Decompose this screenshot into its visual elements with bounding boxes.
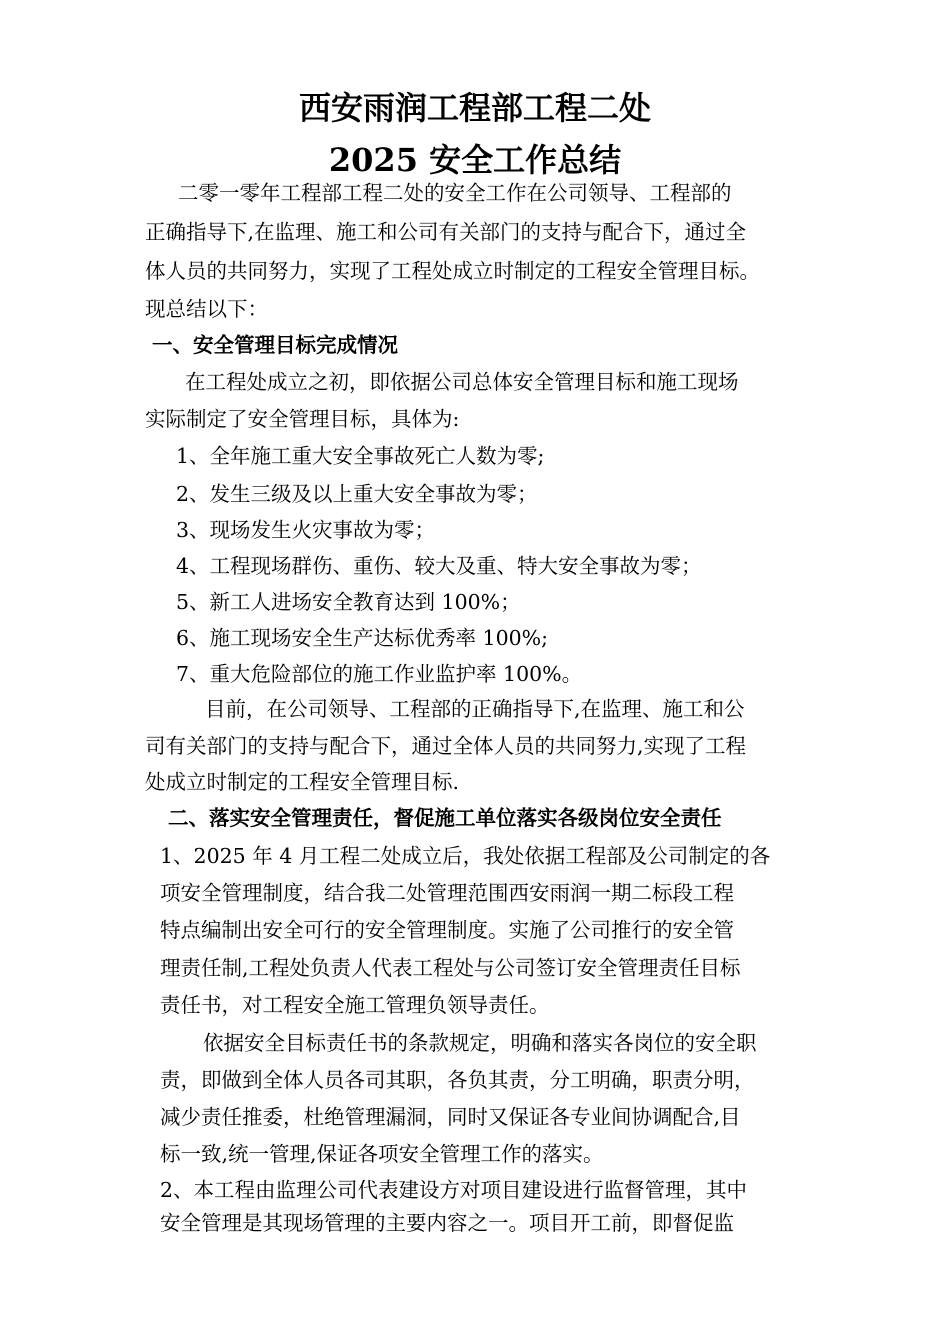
section1-conclusion-line: 司有关部门的支持与配合下，通过全体人员的共同努力,实现了工程 (145, 734, 747, 758)
section2-item2-line: 2、本工程由监理公司代表建设方对项目建设进行监督管理，其中 (160, 1178, 748, 1202)
goal-item: 2、发生三级及以上重大安全事故为零； (176, 482, 538, 506)
section2-para2-line: 依据安全目标责任书的条款规定，明确和落实各岗位的安全职 (203, 1031, 757, 1055)
goal-item: 3、现场发生火灾事故为零； (176, 518, 436, 542)
goal-item: 5、新工人进场安全教育达到 100%； (176, 590, 521, 614)
goal-item: 1、全年施工重大安全事故死亡人数为零; (176, 444, 545, 468)
section2-item1-line: 特点编制出安全可行的安全管理制度。实施了公司推行的安全管 (160, 918, 734, 942)
section2-para2-line: 标一致,统一管理,保证各项安全管理工作的落实。 (160, 1142, 604, 1166)
intro-line: 正确指导下,在监理、施工和公司有关部门的支持与配合下，通过全 (145, 220, 747, 244)
section2-item1-line: 项安全管理制度，结合我二处管理范围西安雨润一期二标段工程 (160, 881, 734, 905)
document-title-line1: 西安雨润工程部工程二处 (298, 89, 651, 127)
section2-item1-line: 责任书，对工程安全施工管理负领导责任。 (160, 993, 550, 1017)
section1-para-line: 在工程处成立之初，即依据公司总体安全管理目标和施工现场 (185, 370, 739, 394)
goal-item: 6、施工现场安全生产达标优秀率 100%; (176, 626, 549, 650)
section2-item1-line: 理责任制,工程处负责人代表工程处与公司签订安全管理责任目标 (160, 956, 741, 980)
goal-item: 7、重大危险部位的施工作业监护率 100%。 (176, 662, 583, 686)
section1-conclusion-line: 处成立时制定的工程安全管理目标. (145, 770, 460, 794)
goal-item: 4、工程现场群伤、重伤、较大及重、特大安全事故为零； (176, 554, 702, 578)
section2-para2-line: 减少责任推委，杜绝管理漏洞，同时又保证各专业间协调配合,目 (160, 1105, 741, 1129)
section1-heading: 一、安全管理目标完成情况 (152, 333, 398, 357)
section2-para2-line: 责，即做到全体人员各司其职，各负其责，分工明确，职责分明， (160, 1068, 755, 1092)
section2-item1-line: 1、2025 年 4 月工程二处成立后，我处依据工程部及公司制定的各 (160, 844, 771, 868)
intro-line: 体人员的共同努力，实现了工程处成立时制定的工程安全管理目标。 (145, 259, 760, 283)
section2-item2-line: 安全管理是其现场管理的主要内容之一。项目开工前，即督促监 (160, 1211, 734, 1235)
section1-para-line: 实际制定了安全管理目标，具体为: (145, 407, 460, 431)
section2-heading: 二、落实安全管理责任，督促施工单位落实各级岗位安全责任 (168, 806, 722, 830)
intro-line: 现总结以下： (145, 297, 268, 321)
intro-line: 二零一零年工程部工程二处的安全工作在公司领导、工程部的 (178, 181, 732, 205)
section1-conclusion-line: 目前，在公司领导、工程部的正确指导下,在监理、施工和公 (205, 697, 745, 721)
document-title-line2: 2025 安全工作总结 (328, 141, 622, 179)
